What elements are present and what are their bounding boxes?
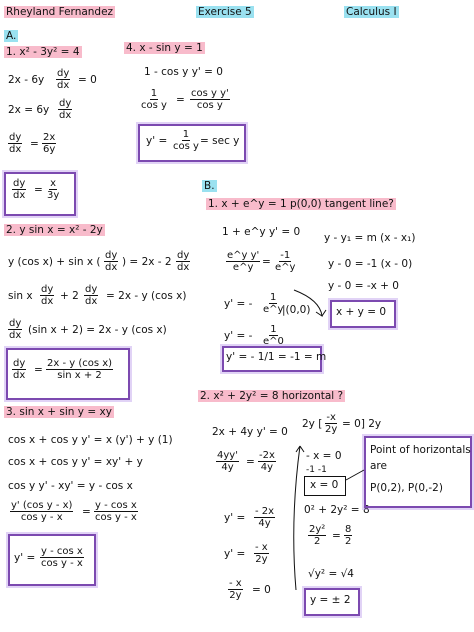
a2-answer-eq: = [34, 364, 43, 376]
a2-step2-frac2: $\frac{dy}{dx}$ [85, 284, 98, 307]
arrow-to-multiply [294, 446, 304, 590]
b2-y-answer: y = ± 2 [310, 594, 351, 606]
exercise-title: Exercise 5 [198, 6, 252, 18]
b1-step2-eq: = [262, 256, 271, 268]
b2-divide-rhs: $\frac{8}{2}$ [345, 524, 352, 547]
b2-step5-frac: $\frac{- x}{2y}$ [229, 578, 242, 601]
section-b-label: B. [204, 180, 215, 192]
a3-step1: cos x + cos y y' = x (y') + y (1) [8, 434, 173, 446]
a1-answer-rhs: $\frac{x}{3y}$ [47, 178, 60, 201]
a1-step3-frac: $\frac{dy}{dx}$ [9, 132, 22, 155]
a1-step3-rhs: $\frac{2x}{6y}$ [43, 132, 56, 155]
b2-step4-frac: $\frac{- x}{2y}$ [255, 542, 268, 565]
problem-b1-title: 1. x + e^y = 1 p(0,0) tangent line? [208, 198, 394, 210]
b2-divide-eq: = [332, 530, 341, 542]
a1-step3-eq: = [30, 138, 39, 150]
a2-step2-b: + 2 [60, 290, 79, 302]
a4-step2-eq: = [176, 94, 185, 106]
b1-slope: y' = - 1/1 = -1 = m [226, 351, 327, 363]
a2-step3-rest: (sin x + 2) = 2x - y (cos x) [28, 324, 167, 336]
b2-mult-left: 2y [ [302, 418, 323, 430]
b2-divide-lhs: $\frac{\text{2y²}}{2}$ [309, 524, 326, 547]
a1-step1-frac: $\frac{dy}{dx}$ [57, 68, 70, 91]
b2-step2-rhs: $\frac{-2x}{4y}$ [259, 450, 275, 473]
b2-step1: 2x + 4y y' = 0 [212, 426, 288, 438]
section-a-label: A. [6, 30, 17, 42]
a1-step2-frac: $\frac{dy}{dx}$ [59, 98, 72, 121]
problem-a1-title: 1. x² - 3y² = 4 [6, 46, 80, 58]
b2-step5-eq: = 0 [252, 584, 271, 596]
b1-step4-left: y' = - [224, 330, 253, 342]
problem-a3-title: 3. sin x + sin y = xy [6, 406, 112, 418]
problem-a2-title: 2. y sin x = x² - 2y [6, 224, 103, 236]
b2-step3-frac: $\frac{- 2x}{4y}$ [255, 506, 275, 529]
b2-negx: - x = 0 [306, 450, 342, 462]
a2-answer-rhs: $\frac{\text{2x - y (cos x)}}{\text{sin x + 2}}$ [47, 358, 113, 381]
a1-answer-eq: = [34, 184, 43, 196]
a2-step1-frac: $\frac{dy}{dx}$ [105, 250, 118, 273]
arrow-to-tangent [294, 290, 326, 316]
b2-negx-div: -1 -1 [306, 465, 327, 475]
a2-step3-frac: $\frac{dy}{dx}$ [9, 318, 22, 341]
a2-step1-frac2: $\frac{dy}{dx}$ [177, 250, 190, 273]
a2-step2-c: = 2x - y (cos x) [106, 290, 187, 302]
b1-step3-frac: $\frac{1}{e\^{}y}$ [263, 292, 284, 315]
a2-answer-lhs: $\frac{dy}{dx}$ [13, 358, 26, 381]
a3-step4-rhs: $\frac{\text{y - cos x}}{\text{cos y - x}}$ [95, 500, 137, 523]
a2-step2-frac1: $\frac{dy}{dx}$ [41, 284, 54, 307]
b2-step4-left: y' = [224, 548, 246, 560]
a3-step4-eq: = [82, 506, 91, 518]
b1-step2-rhs: $\frac{-1}{e\^{}y}$ [275, 250, 296, 273]
b2-conclusion-line1: Point of horizontals [370, 444, 471, 456]
b1-tangent-step3: y - 0 = -x + 0 [328, 280, 399, 292]
a1-step1-left: 2x - 6y [8, 74, 45, 86]
problem-a4-title: 4. x - sin y = 1 [126, 42, 203, 54]
b2-step2-lhs: $\frac{4yy'}{4y}$ [217, 450, 238, 473]
a4-answer-rhs: = sec y [200, 135, 240, 147]
a2-step1-left: y (cos x) + sin x ( [8, 256, 101, 268]
a4-answer-frac: $\frac{1}{\text{cos y}}$ [173, 129, 199, 152]
a2-step2-a: sin x [8, 290, 33, 302]
a3-answer-lhs: y' = [14, 552, 36, 564]
b1-tangent-answer: x + y = 0 [336, 306, 387, 318]
a4-step2-rhs: $\frac{\text{cos y y'}}{\text{cos y}}$ [191, 88, 229, 111]
a4-step2-lhs: $\frac{1}{\text{cos y}}$ [141, 88, 167, 111]
b1-step3-eval: |(0,0) [282, 304, 311, 316]
b1-step2-lhs: $\frac{\text{e\textasciicircum{}y y'}}{e\^{}y}$ [227, 250, 260, 273]
a1-step1-right: = 0 [78, 74, 97, 86]
a4-step1: 1 - cos y y' = 0 [144, 66, 223, 78]
b1-tangent-step2: y - 0 = -1 (x - 0) [328, 258, 413, 270]
a1-step2-left: 2x = 6y [8, 104, 50, 116]
b1-step3-left: y' = - [224, 298, 253, 310]
a4-answer-lhs: y' = [146, 135, 168, 147]
b2-step2-eq: = [246, 456, 255, 468]
b2-sqrt: √y² = √4 [308, 568, 354, 580]
student-name: Rheyland Fernandez [6, 6, 114, 18]
b2-mult-frac: $\frac{-x}{2y}$ [325, 412, 338, 435]
a3-step4-lhs: $\frac{\text{y' (cos y - x)}}{\text{cos y - x}}$ [11, 500, 73, 523]
b2-conclusion-line2: are [370, 460, 387, 472]
arrow-to-conclusion [346, 470, 364, 480]
b1-tangent-step1: y - y₁ = m (x - x₁) [324, 232, 416, 244]
a3-step2: cos x + cos y y' = xy' + y [8, 456, 143, 468]
problem-b2-title: 2. x² + 2y² = 8 horizontal ? [200, 390, 344, 402]
b2-step3-left: y' = [224, 512, 246, 524]
b2-substitute: 0² + 2y² = 8 [304, 504, 370, 516]
a3-step3: cos y y' - xy' = y - cos x [8, 480, 133, 492]
a3-answer-rhs: $\frac{\text{y - cos x}}{\text{cos y - x}}$ [41, 546, 83, 569]
b1-step1: 1 + e^y y' = 0 [222, 226, 301, 238]
a2-step1-right: ) = 2x - 2 [122, 256, 172, 268]
b2-x-zero: x = 0 [310, 479, 339, 491]
b1-step4-frac: $\frac{1}{e\^{}0}$ [263, 324, 284, 347]
b2-conclusion-line3: P(0,2), P(0,-2) [370, 482, 443, 494]
a1-answer-lhs: $\frac{dy}{dx}$ [13, 178, 26, 201]
course-title: Calculus I [346, 6, 397, 18]
b2-mult-right: = 0] 2y [342, 418, 382, 430]
